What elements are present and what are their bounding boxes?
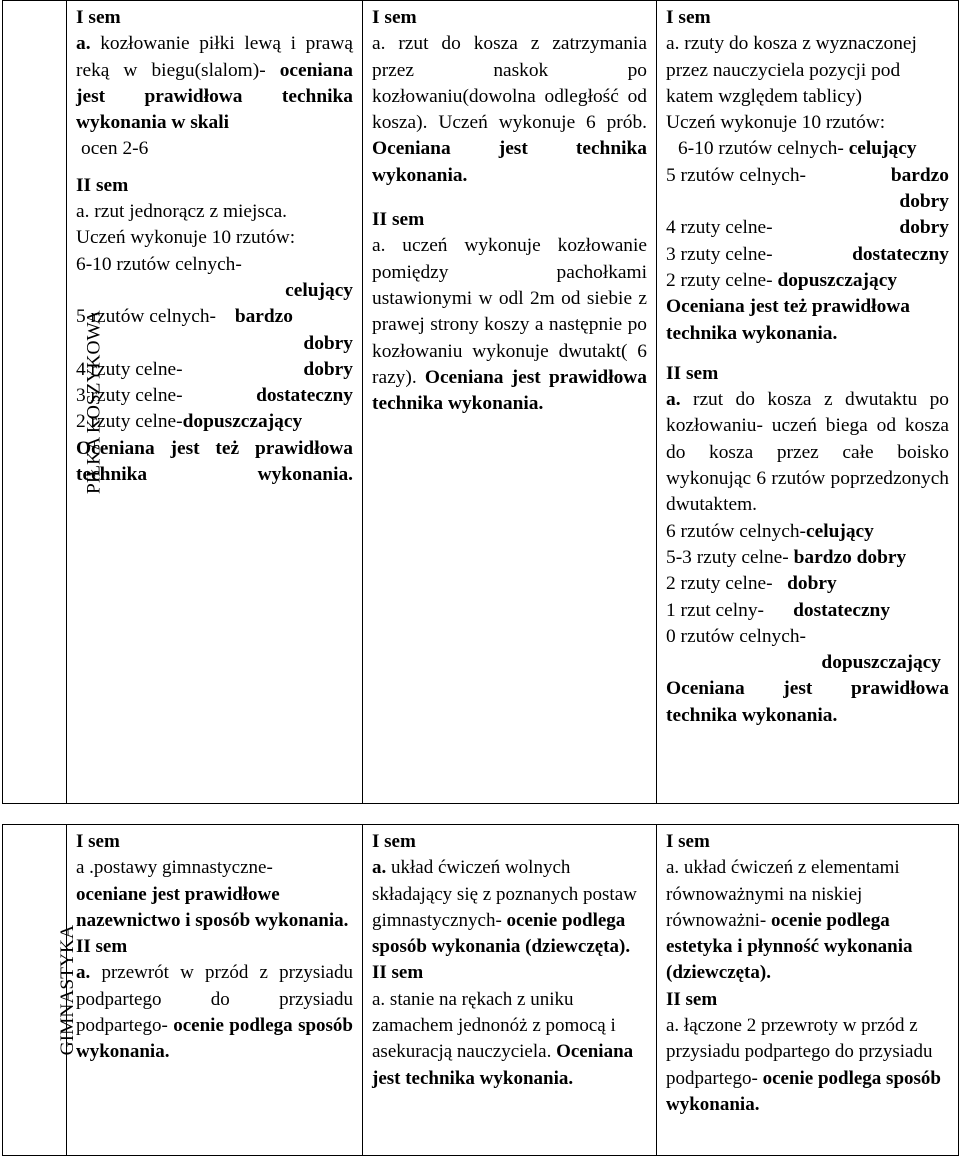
gymnastics-col2 — [363, 825, 657, 1156]
grade-value: dostateczny — [852, 243, 949, 265]
basketball-label: PIŁKA KOSZYKOWA — [83, 310, 105, 494]
item-criteria: Oceniana jest prawidłowa technika wykonania. — [666, 678, 949, 726]
sem-label: I sem — [666, 7, 711, 28]
grade-value: celujący — [285, 279, 353, 301]
grade-value: celujący — [848, 138, 917, 160]
grade-text: 4 rzuty celne- — [76, 358, 183, 380]
sem-label: II sem — [372, 209, 425, 231]
sem-label: II sem — [76, 936, 128, 958]
grade-line — [666, 268, 949, 294]
grade-value: dobry — [787, 573, 837, 595]
grade-line — [666, 242, 949, 268]
item-text: a. uczeń wykonuje kozłowanie pomiędzy pachołkami ustawionymi w odl 2m od siebie z prawej strony koszy a następnie po kozłowaniu wykonuje dwutakt( 6 razy). — [372, 235, 647, 388]
item-text: a. rzut jednorącz z miejsca. — [76, 201, 288, 223]
item-criteria: Oceniana jest też prawidłowa technika wykonania. — [76, 437, 353, 486]
item-text: Uczeń wykonuje 10 rzutów: — [666, 112, 886, 134]
sem-label: II sem — [666, 988, 718, 1010]
grade-text: 5 rzutów celnych- — [666, 164, 806, 186]
basketball-col1 — [67, 1, 363, 804]
grade-value: dopuszczający — [182, 411, 303, 433]
item-text: a .postawy gimnastyczne- — [76, 857, 273, 879]
sem-label: II sem — [666, 362, 719, 384]
gymnastics-label-cell — [3, 825, 79, 1156]
item-criteria: ocenie podlega sposób wykonania. — [666, 1067, 941, 1115]
grade-text: 6 rzutów celnych- — [666, 520, 806, 542]
item-text: a. układ ćwiczeń z elementami równoważnymi na niskiej równoważni- — [666, 857, 900, 931]
grade-line — [666, 571, 949, 597]
grade-value: dobry — [899, 191, 949, 213]
grade-text: 3 rzuty celne- — [76, 385, 183, 407]
gymnastics-label: GIMNASTYKA — [57, 924, 79, 1056]
grade-text: 3 rzuty celne- — [666, 243, 773, 265]
grade-text: 2 rzuty celne- — [666, 269, 773, 291]
grade-line — [666, 545, 949, 571]
sem-label: II sem — [372, 962, 424, 984]
grade-value: celujący — [806, 520, 874, 542]
grade-line — [76, 357, 353, 383]
item-prefix: a. — [372, 857, 387, 879]
sem-label: II sem — [76, 174, 129, 196]
sem-label: I sem — [76, 831, 120, 852]
item-criteria: Oceniana jest też prawidłowa technika wykonania. — [666, 296, 910, 344]
item-criteria: Oceniana jest prawidłowa technika wykonania. — [372, 366, 647, 415]
grade-value: bardzo — [234, 306, 293, 328]
item-criteria: oceniana jest prawidłowa technika wykonania w skali — [76, 59, 353, 134]
grade-line — [666, 519, 949, 545]
grade-line — [76, 304, 353, 330]
grade-line — [666, 163, 949, 189]
item-text: ocen 2-6 — [81, 138, 149, 160]
item-criteria: ocenie podlega estetyka i płynność wykonania (dziewczęta). — [666, 909, 913, 984]
grade-text: 2 rzuty celne- — [666, 573, 773, 595]
item-text: a. stanie na rękach z uniku zamachem jednonóż z pomocą i asekuracją nauczyciela. — [372, 988, 616, 1063]
item-prefix: a. — [76, 33, 91, 55]
grade-text: 1 rzut celny- — [666, 599, 764, 621]
item-criteria: Oceniana jest technika wykonania. — [372, 138, 647, 186]
grade-value: dopuszczający — [821, 652, 941, 674]
item-text: rzut do kosza z dwutaktu po kozłowaniu- uczeń biega od kosza do kosza przez całe boisko wykonując 6 rzutów poprzedzonych dwutaktem. — [666, 389, 949, 516]
grade-text: 5-3 rzuty celne- — [666, 546, 789, 568]
basketball-row — [3, 1, 959, 804]
item-text: kozłowanie piłki lewą i prawą reką w biegu(slalom)- — [76, 33, 353, 81]
row-separator — [3, 804, 959, 825]
grade-value: dopuszczający — [777, 269, 898, 291]
item-text: a. rzut do kosza z zatrzymania przez naskok po kozłowaniu(dowolna odległość od kosza). Uczeń wykonuje 6 prób. — [372, 33, 647, 134]
grade-text: 0 rzutów celnych- — [666, 625, 806, 647]
item-text: przewrót w przód z przysiadu podpartego do przysiadu podpartego- — [76, 962, 353, 1037]
item-prefix: a. — [666, 389, 681, 411]
item-criteria: ocenie podlega sposób wykonania (dziewczęta). — [372, 909, 631, 958]
grade-value: bardzo — [890, 164, 949, 186]
grade-line — [76, 383, 353, 409]
item-text: a. rzuty do kosza z wyznaczonej przez nauczyciela pozycji pod katem względem tablicy) — [666, 33, 917, 107]
grade-value: dostateczny — [793, 599, 891, 621]
basketball-col3 — [657, 1, 959, 804]
grade-line — [666, 598, 949, 624]
grade-text: 5 rzutów celnych- — [76, 306, 216, 328]
item-text: układ ćwiczeń wolnych składający się z poznanych postaw gimnastycznych- — [372, 857, 637, 931]
item-prefix: a. — [76, 962, 91, 984]
sem-label: I sem — [666, 831, 710, 852]
curriculum-table — [2, 0, 959, 1156]
gymnastics-col1 — [67, 825, 363, 1156]
grade-text: 4 rzuty celne- — [666, 217, 773, 239]
sem-label: I sem — [372, 7, 417, 28]
gymnastics-col3 — [657, 825, 959, 1156]
grade-value: dobry — [899, 217, 949, 239]
gymnastics-row — [3, 825, 959, 1156]
basketball-col2 — [363, 1, 657, 804]
grade-value: dobry — [303, 332, 353, 354]
grade-text: 6-10 rzutów celnych- — [678, 138, 844, 160]
grade-value: dobry — [303, 358, 353, 380]
item-criteria: oceniane jest prawidłowe nazewnictwo i sposób wykonania. — [76, 883, 349, 931]
grade-value: bardzo dobry — [793, 546, 907, 568]
grade-line — [666, 136, 949, 162]
sem-label: I sem — [372, 831, 416, 852]
grade-line — [76, 409, 353, 435]
grade-text: 2 rzuty celne- — [76, 411, 183, 433]
grade-line — [666, 215, 949, 241]
grade-value: dostateczny — [256, 385, 353, 407]
grade-line: 6-10 rzutów celnych- — [76, 253, 242, 275]
item-text: Uczeń wykonuje 10 rzutów: — [76, 227, 296, 249]
item-text: a. łączone 2 przewroty w przód z przysiadu podpartego do przysiadu podpartego- — [666, 1015, 933, 1089]
item-criteria: Oceniana jest technika wykonania. — [372, 1041, 634, 1089]
item-criteria: ocenie podlega sposób wykonania. — [76, 1015, 353, 1063]
sem-label: I sem — [76, 7, 121, 28]
